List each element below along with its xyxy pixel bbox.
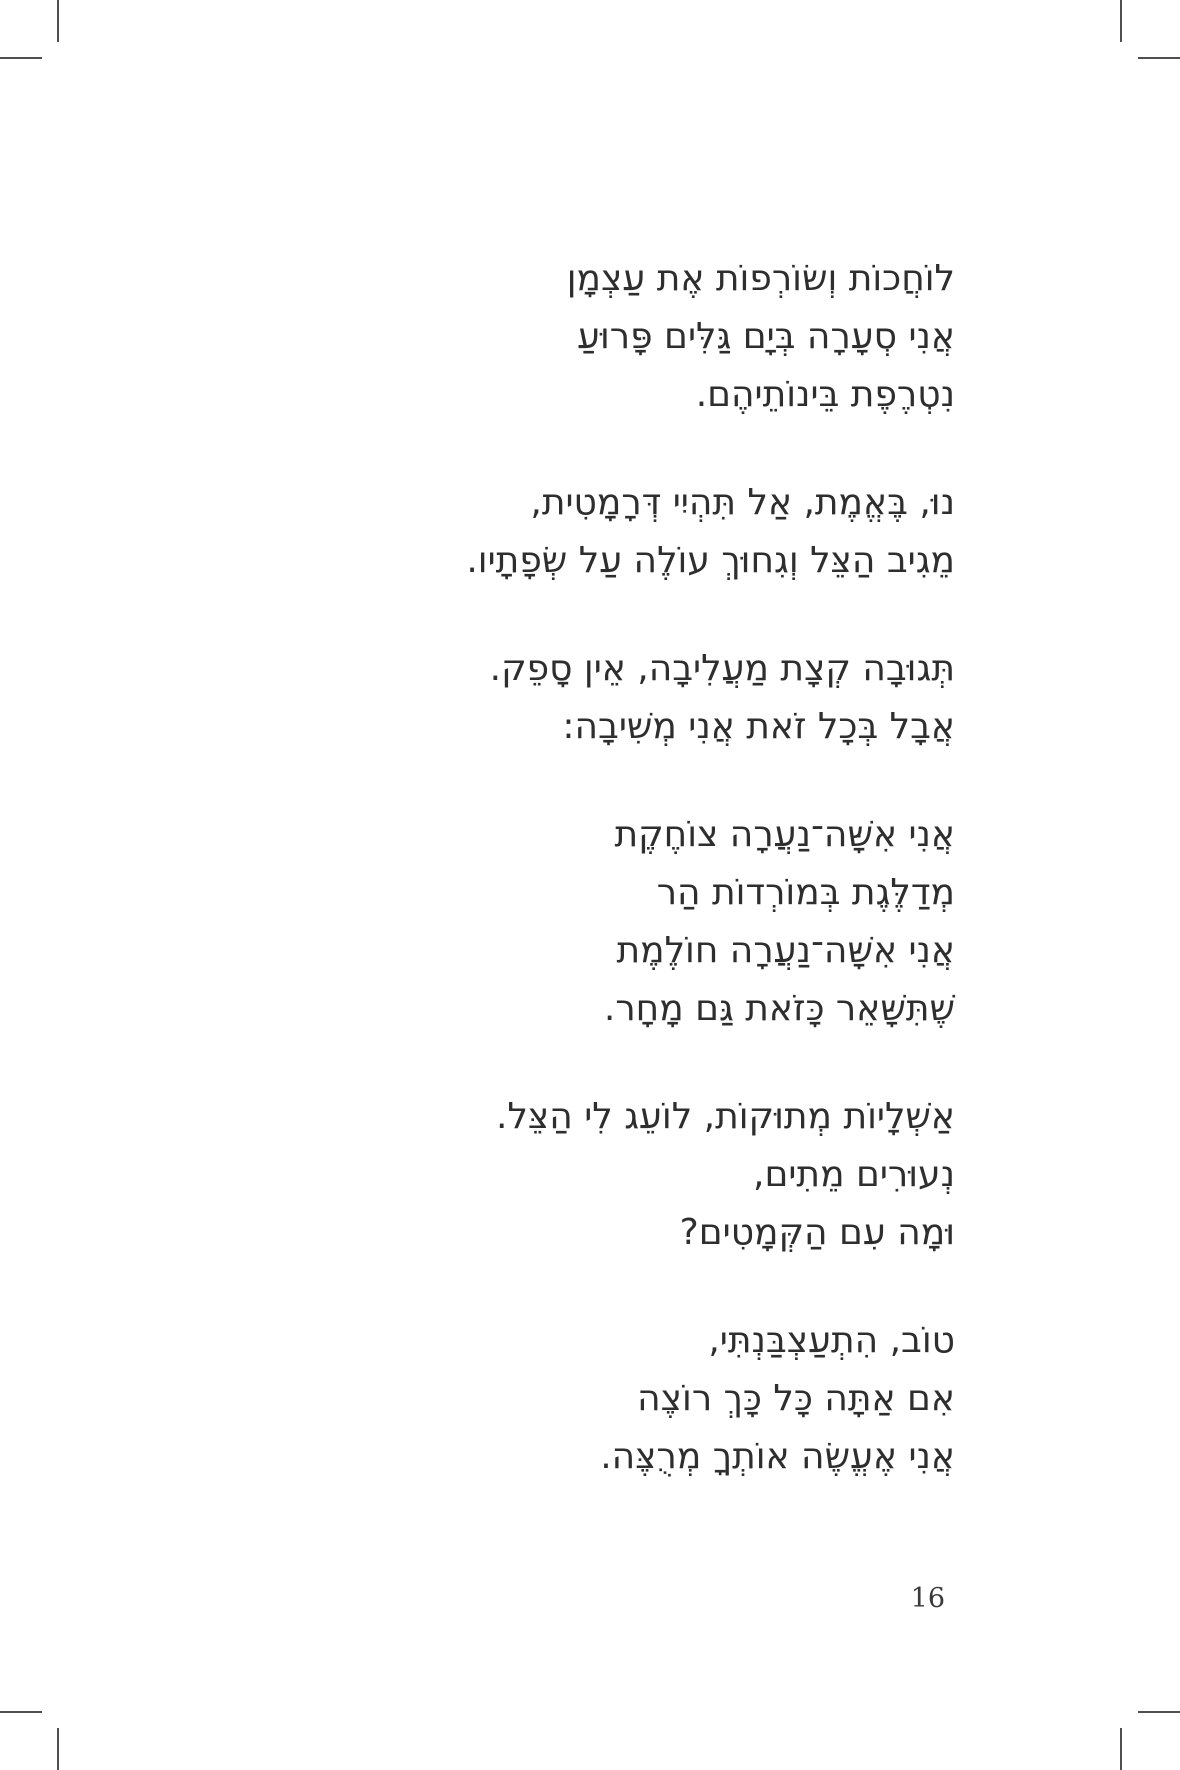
crop-mark-top-left-vertical xyxy=(57,0,59,42)
page-number: 16 xyxy=(910,1583,945,1614)
poem-line: אֲנִי אִשָּׁה־נַעֲרָה חוֹלֶמֶת xyxy=(616,930,955,971)
crop-mark-bottom-left-horizontal xyxy=(0,1711,42,1713)
poem-line: אֲבָל בְּכָל זֹאת אֲנִי מְשִׁיבָה: xyxy=(562,706,955,747)
poem-line: מְדַלֶּגֶת בְּמוֹרְדוֹת הַר xyxy=(656,872,955,913)
poem-line: תְּגוּבָה קְצָת מַעֲלִיבָה, אֵין סָפֵק. xyxy=(489,648,955,689)
poem-line: וּמָה עִם הַקְּמָטִים? xyxy=(679,1212,955,1253)
poem-line: טוֹב, הִתְעַצְבַּנְתִּי, xyxy=(708,1320,955,1361)
poem-line: מֵגִיב הַצֵּל וְגִחוּךְ עוֹלֶה עַל שְׂפָתָיו. xyxy=(466,540,955,581)
stanza-6 xyxy=(80,1312,955,1486)
poem-line: אֲנִי אֶעֱשֶׂה אוֹתְךָ מְרֻצֶּה. xyxy=(600,1436,955,1477)
crop-mark-bottom-right-vertical xyxy=(1120,1728,1122,1770)
poem xyxy=(80,250,955,1486)
stanza-5 xyxy=(80,1088,955,1262)
poem-line: נִטְרֶפֶת בֵּינוֹתֵיהֶם. xyxy=(695,374,955,415)
stanza-2 xyxy=(80,474,955,590)
crop-mark-top-right-horizontal xyxy=(1138,57,1180,59)
poem-line: לוֹחֲכוֹת וְשׂוֹרְפוֹת אֶת עַצְמָן xyxy=(566,258,955,299)
crop-mark-bottom-right-horizontal xyxy=(1138,1711,1180,1713)
poem-line: אֲנִי אִשָּׁה־נַעֲרָה צוֹחֶקֶת xyxy=(614,814,955,855)
stanza-3 xyxy=(80,640,955,756)
poem-line: נוּ, בֶּאֱמֶת, אַל תִּהְיִי דְּרָמָטִית, xyxy=(530,482,955,523)
crop-mark-top-right-vertical xyxy=(1120,0,1122,42)
stanza-1 xyxy=(80,250,955,424)
poem-line: אַשְׁלָיוֹת מְתוּקוֹת, לוֹעֵג לִי הַצֵּל. xyxy=(496,1096,955,1137)
poem-line: אֲנִי סְעָרָה בְּיָם גַּלִּים פָּרוּעַ xyxy=(577,316,955,357)
poem-line: נְעוּרִים מֵתִים, xyxy=(753,1154,955,1195)
poem-line: אִם אַתָּה כָּל כָּךְ רוֹצֶה xyxy=(637,1378,955,1419)
poem-line: שֶׁתִּשָּׁאֵר כָּזֹאת גַּם מָחָר. xyxy=(603,988,955,1029)
stanza-4 xyxy=(80,806,955,1038)
crop-mark-top-left-horizontal xyxy=(0,57,42,59)
crop-mark-bottom-left-vertical xyxy=(57,1728,59,1770)
